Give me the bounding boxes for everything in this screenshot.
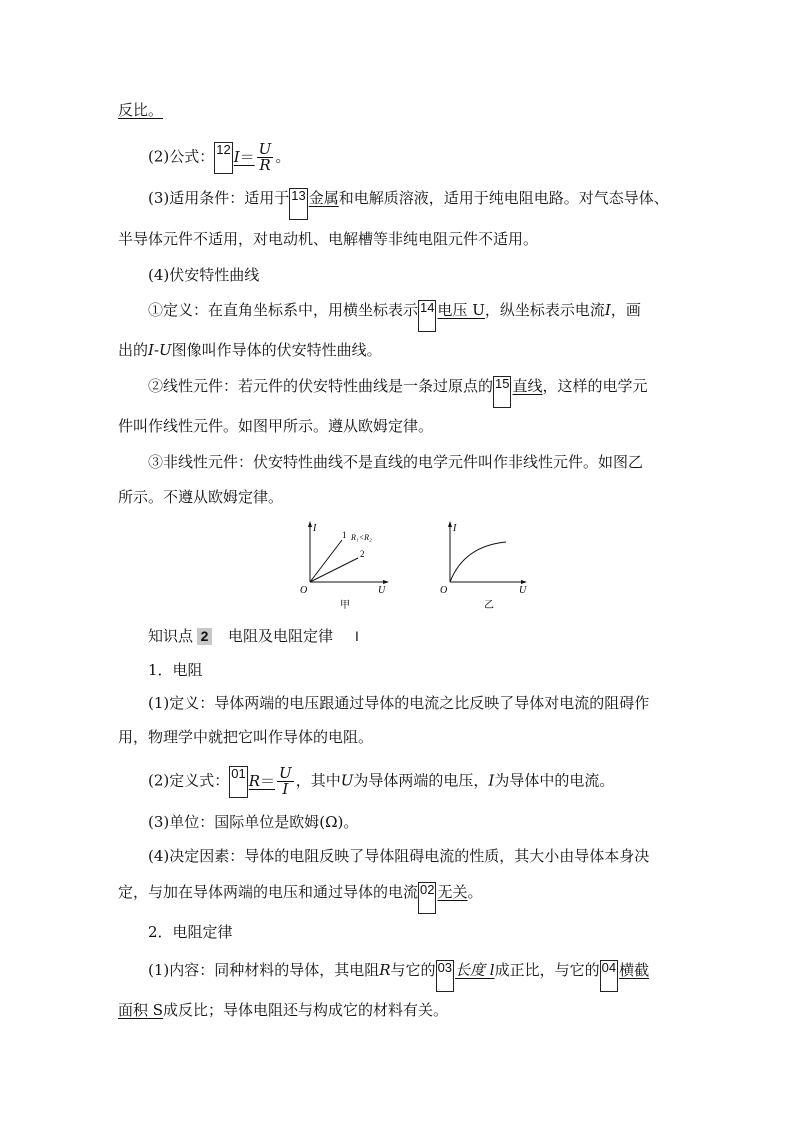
denominator: R [259,156,271,174]
origin-label: O [300,585,308,596]
denominator: I [282,780,289,798]
text-line [148,846,649,866]
figure-caption: 乙 [484,600,494,610]
y-axis-arrow [448,521,452,527]
text-line [148,693,649,713]
text: 和电解质溶液，适用于纯电阻电路。对气态导体、 [338,189,669,207]
text: 图像叫作导体的伏安特性曲线。 [171,341,382,359]
text-line [148,812,358,832]
text-line [118,340,382,360]
text: 半导体元件不适用，对电动机、电解槽等非纯电阻元件不适用。 [118,230,539,248]
level-mark: Ⅰ [355,629,359,644]
knowledge-point-label: 知识点 [148,627,194,645]
formula-line [148,766,614,798]
resistance-relation: R₁<R₂ [351,533,372,542]
fraction [277,766,294,797]
text: (4)决定因素：导体的电阻反映了导体阻碍电流的性质，其大小由导体本身决 [148,847,650,865]
label: (2)定义式： [148,771,230,790]
variable: R [248,771,261,790]
text: 。 [467,883,483,901]
nonlinear-curve [450,542,506,582]
text: 2．电阻定律 [148,923,233,941]
y-axis-label: I [453,523,457,534]
figure-linear-iu [290,518,400,610]
text-line [148,188,669,220]
line-1-label: 1 [342,530,347,540]
blank-number-box: 15 [493,376,511,408]
variable: I [604,301,611,319]
text-line [148,376,648,408]
text: 用，物理学中就把它叫作导体的电阻。 [118,728,374,746]
figure-nonlinear-iu [434,518,534,610]
text: 成反比；导体电阻还与构成它的材料有关。 [163,1001,449,1019]
text-line [148,300,641,332]
text: ②线性元件：若元件的伏安特性曲线是一条过原点的 [148,377,494,395]
line-2-label: 2 [360,549,365,559]
text: ，画 [610,301,641,319]
text-line [118,229,538,249]
figure-caption: 甲 [340,600,350,610]
text-line [118,416,433,436]
variable: I-U [148,341,172,359]
blank-number-box: 12 [214,142,232,174]
text: ①定义：在直角坐标系中，用横坐标表示 [148,301,419,319]
fraction [257,142,274,173]
y-axis-arrow [308,521,312,527]
subheading [148,922,233,942]
text: 为导体两端的电压， [353,771,489,790]
text: 为导体中的电流。 [494,771,615,790]
text: 出的 [118,341,149,359]
text: (1)内容：同种材料的导体，其电阻 [148,961,380,979]
x-axis-arrow [383,580,389,584]
origin-label: O [440,585,448,596]
text-line [148,452,643,472]
x-axis-label: U [378,585,386,596]
blank-number-box: 13 [289,188,307,220]
numerator: U [258,140,272,158]
x-axis-label: U [519,585,527,596]
answer-text: 横截 [619,961,650,979]
text-line [118,487,283,507]
variable: I [233,147,240,166]
y-axis-label: I [313,523,317,534]
section-title: 电阻及电阻定律 [228,627,334,645]
knowledge-point-number: 2 [197,628,212,645]
punctuation: 。 [275,147,291,166]
text: (3)适用条件：适用于 [148,189,290,207]
variable: R [379,961,391,979]
answer-text: 直线 [512,377,543,395]
text: 成正比，与它的 [494,961,600,979]
numerator: U [279,764,292,782]
blank-number-box: 14 [418,300,436,332]
text: 1．电阻 [148,661,203,679]
label: (2)公式： [148,147,215,166]
text: 件叫作线性元件。如图甲所示。遵从欧姆定律。 [118,417,434,435]
answer-text: 面积 S [118,1001,164,1019]
text-line [148,960,649,992]
text: (1)定义：导体两端的电压跟通过导体的电流之比反映了导体对电流的阻碍作 [148,694,650,712]
answer-text: 反比。 [118,101,164,119]
answer-text: 电压 U [437,301,485,319]
section-heading [148,626,359,647]
text: 所示。不遵从欧姆定律。 [118,488,284,506]
line-1 [310,540,342,582]
text: ，这样的电学元 [542,377,648,395]
equals-sign: ＝ [239,147,255,166]
text-line [118,882,483,914]
text: 定，与加在导体两端的电压和通过导体的电流 [118,883,419,901]
text: ，其中 [295,771,341,790]
text-line [148,265,259,285]
blank-number-box: 01 [229,766,247,798]
formula-line [148,142,290,174]
text-line [118,727,373,747]
line-2 [310,558,358,582]
answer-text: 金属 [308,189,339,207]
text: 与它的 [390,961,436,979]
text: (3)单位：国际单位是欧姆(Ω)。 [148,813,359,831]
equals-sign: ＝ [260,771,276,790]
subheading [148,660,203,680]
answer-text: 长度 l [455,961,495,979]
answer-text: 无关 [437,883,468,901]
text: (4)伏安特性曲线 [148,266,260,284]
variable: I [488,771,495,790]
text: ，纵坐标表示电流 [484,301,605,319]
blank-number-box: 02 [418,882,436,914]
x-axis-arrow [521,580,527,584]
text-line [118,100,163,120]
variable: U [340,771,354,790]
blank-number-box: 04 [600,960,618,992]
text: ③非线性元件：伏安特性曲线不是直线的电学元件叫作非线性元件。如图乙 [148,453,644,471]
blank-number-box: 03 [436,960,454,992]
text-line [118,1000,448,1020]
